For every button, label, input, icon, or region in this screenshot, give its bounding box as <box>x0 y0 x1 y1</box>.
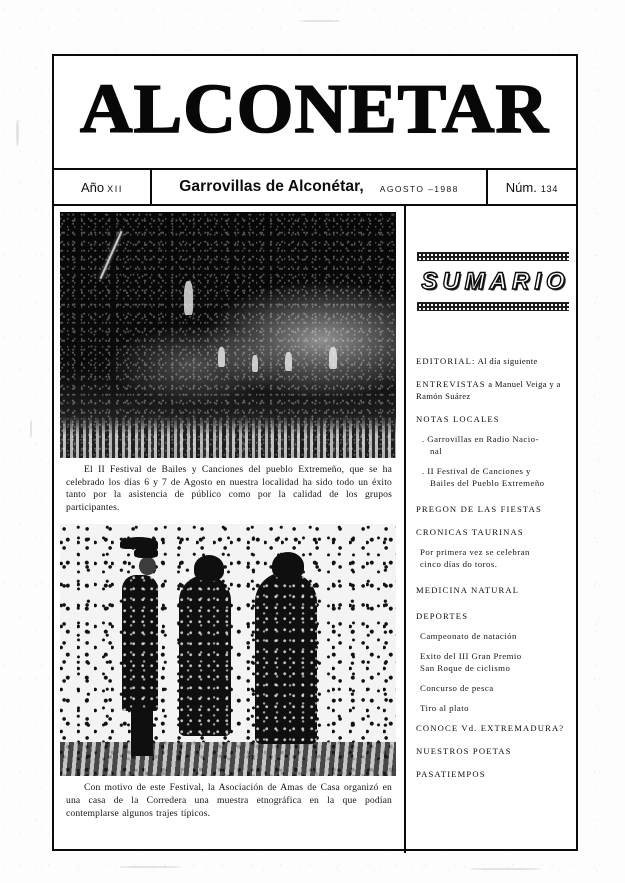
sumario-entry-radio-nacional[interactable] <box>416 433 570 457</box>
sumario-sub-continuation: cinco días do toros. <box>420 559 498 569</box>
sumario-entry-nuestros-poetas[interactable] <box>416 745 570 757</box>
sumario-entry-major: PASATIEMPOS <box>416 769 486 779</box>
sumario-entry-pregon[interactable] <box>416 503 570 515</box>
photo-figure-highlight <box>252 355 258 372</box>
issue-number-value: 134 <box>540 184 559 194</box>
photo-woman-left-head <box>194 555 224 581</box>
page-body <box>54 206 576 853</box>
sumario-entry-major: ENTREVISTAS <box>416 379 486 389</box>
sumario-entry-entrevistas[interactable] <box>416 378 570 402</box>
photo-figure-highlight <box>218 347 225 367</box>
sumario-entry-line <box>416 378 570 402</box>
photo-man-hat-brim <box>120 537 158 549</box>
place-name: Garrovillas de Alconétar, <box>179 178 364 195</box>
sumario-list <box>416 355 570 780</box>
sumario-entry-tiro-al-plato[interactable] <box>416 702 570 714</box>
photo-figure-highlight <box>285 352 292 371</box>
sumario-bullet-continuation: nal <box>430 446 443 456</box>
festival-stage-caption <box>60 458 396 514</box>
sumario-entry-pasatiempos[interactable] <box>416 768 570 780</box>
photo-man-body <box>122 575 158 711</box>
sumario-entry-major: NUESTROS POETAS <box>416 746 512 756</box>
photo-figure-highlight <box>329 347 337 369</box>
sumario-entry-natacion[interactable] <box>416 630 570 642</box>
sumario-entry-deportes[interactable] <box>416 610 570 622</box>
scan-smudge <box>300 20 340 22</box>
sumario-entry-major: MEDICINA NATURAL <box>416 585 520 595</box>
sumario-entry-pesca[interactable] <box>416 682 570 694</box>
sumario-sub-line: Por primera vez se celebran <box>420 547 530 557</box>
festival-stage-photo <box>60 212 396 458</box>
photo-woman-right-body <box>255 572 317 743</box>
sumario-sub-line: Concurso de pesca <box>420 683 494 693</box>
year-cell <box>54 170 152 204</box>
sumario-header <box>416 252 570 311</box>
sumario-sub-continuation: San Roque de ciclismo <box>420 663 511 673</box>
sumario-entry-trail: a Manuel Veiga y a Ramón Suárez <box>416 379 561 401</box>
sumario-bullet-continuation: Bailes del Pueblo Extremeño <box>430 478 545 488</box>
issue-number-label: Núm. <box>505 179 537 195</box>
caption-text: Con motivo de este Festival, la Asociación de Amas de Casa organizó en una casa de la Corredera una muestra etnográfica en la que podían contemplarse algunos trajes típicos. <box>66 782 392 819</box>
sumario-entry-major: EDITORIAL: <box>416 356 476 366</box>
sumario-bullet-line: . II Festival de Canciones y <box>422 466 531 476</box>
ornament-band-bottom <box>417 302 569 311</box>
sumario-sub-line: Tiro al plato <box>420 703 470 713</box>
issue-date: AGOSTO –1988 <box>379 183 459 194</box>
sumario-entry-major: DEPORTES <box>416 611 469 621</box>
sumario-title: SUMARIO <box>421 268 570 295</box>
caption-text: El II Festival de Bailes y Canciones del pueblo Extremeño, que se ha celebrado los días 6 y 7 de Agosto en nuestra localidad ha sido todo un éxito tanto por la asistencia de público como por la calidad de los grupos participantes. <box>66 464 392 513</box>
photo-man-head <box>139 557 156 575</box>
sumario-entry-major: CONOCE Vd. EXTREMADURA? <box>416 723 565 733</box>
publication-title: ALCONETAR <box>80 71 550 148</box>
sumario-column <box>406 206 576 853</box>
photo-grain-layer <box>60 212 396 458</box>
issue-number-cell <box>488 170 576 204</box>
scan-smudge <box>16 120 19 146</box>
ornament-band-top <box>417 252 569 261</box>
photo-woman-left-body <box>179 575 231 736</box>
place-and-date-cell <box>152 170 488 204</box>
photo-man-legs <box>131 708 153 756</box>
sumario-entry-ciclismo[interactable] <box>416 650 570 674</box>
scan-smudge <box>470 868 540 870</box>
photo-texture <box>179 575 231 736</box>
issue-info-bar <box>54 170 576 206</box>
photo-texture <box>255 572 317 743</box>
sumario-bullet-line: . Garrovillas en Radio Nacio- <box>422 434 539 444</box>
traditional-costumes-photo <box>60 524 396 776</box>
photo-figure-highlight <box>184 281 193 315</box>
year-label: Año <box>81 179 105 195</box>
photo-texture <box>122 575 158 711</box>
sumario-entry-major: PREGON DE LAS FIESTAS <box>416 504 542 514</box>
sumario-entry-conoce-extremadura[interactable] <box>416 722 570 734</box>
sumario-entry-major: CRONICAS TAURINAS <box>416 527 524 537</box>
sumario-entry-toros-detail[interactable] <box>416 546 570 570</box>
photo-ground-band <box>60 742 396 776</box>
sumario-entry-major: NOTAS LOCALES <box>416 414 500 424</box>
sumario-entry-festival[interactable] <box>416 465 570 489</box>
year-value: XII <box>107 184 123 194</box>
photo-woman-right-head <box>272 552 304 579</box>
sumario-entry-line <box>416 355 570 367</box>
sumario-entry-cronicas-taurinas[interactable] <box>416 526 570 538</box>
sumario-entry-editorial[interactable] <box>416 355 570 367</box>
sumario-sub-line: Campeonato de natación <box>420 631 517 641</box>
masthead <box>54 56 576 170</box>
sumario-entry-trail: Al día siguiente <box>475 356 538 366</box>
sumario-entry-medicina-natural[interactable] <box>416 584 570 596</box>
page-frame <box>52 54 578 851</box>
scan-smudge <box>120 866 180 868</box>
scan-smudge <box>30 420 32 438</box>
traditional-costumes-caption <box>60 776 396 820</box>
left-column <box>54 206 406 853</box>
sumario-entry-notas-locales[interactable] <box>416 413 570 425</box>
sumario-sub-line: Exito del III Gran Premio <box>420 651 522 661</box>
